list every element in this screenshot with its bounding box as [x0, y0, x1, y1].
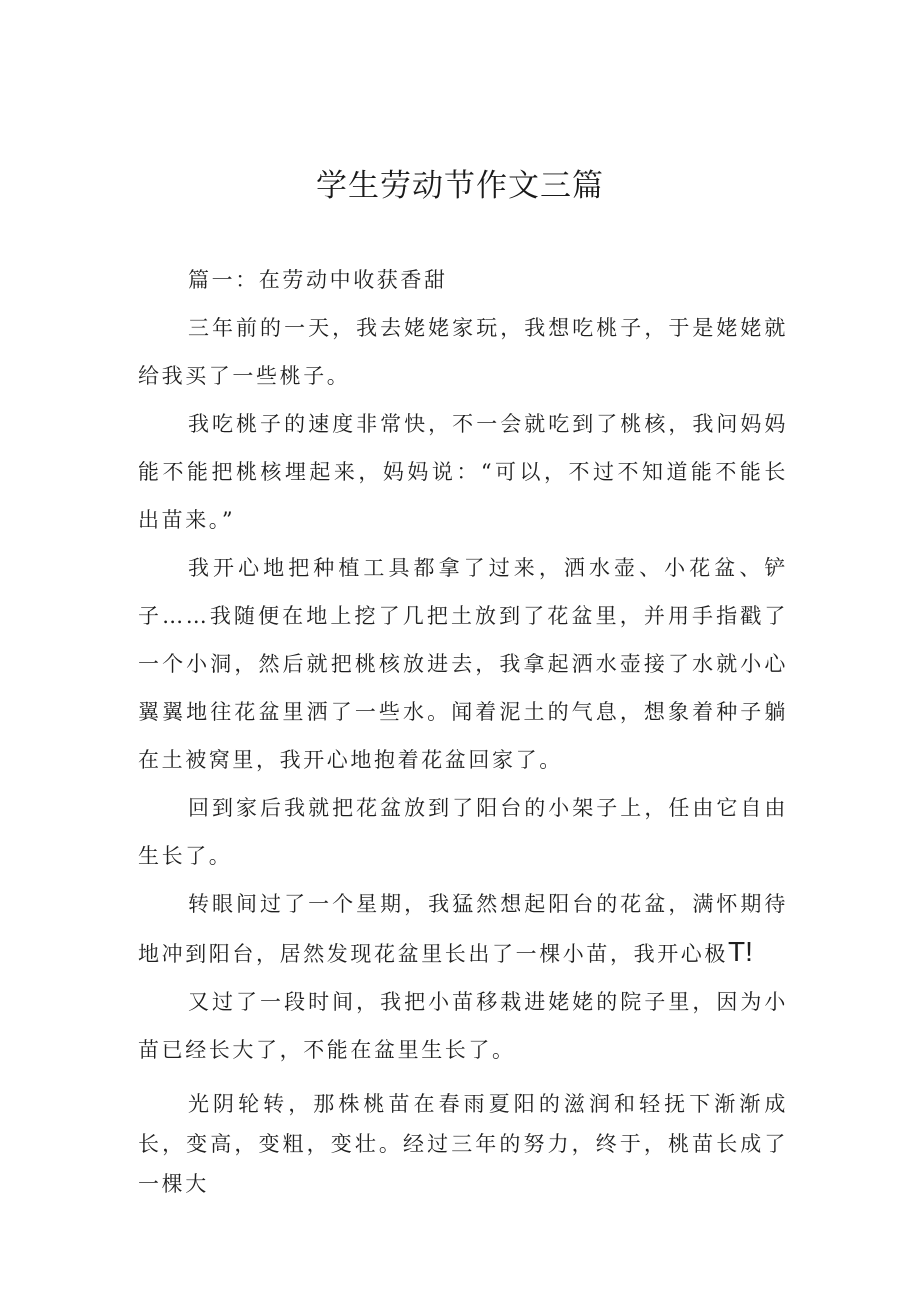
paragraph-4: 回到家后我就把花盆放到了阳台的小架子上，任由它自由生长了。	[138, 796, 788, 868]
paragraph-6: 又过了一段时间，我把小苗移栽进姥姥的院子里，因为小苗已经长大了，不能在盆里生长了。	[138, 990, 788, 1062]
paragraph-5	[138, 880, 788, 978]
paragraph-5-tail: T!	[728, 936, 753, 967]
paragraph-3: 我开心地把种植工具都拿了过来，洒水壶、小花盆、铲子……我随便在地上挖了几把土放到了花盆里，并用手指戳了一个小洞，然后就把桃核放进去，我拿起洒水壶接了水就小心翼翼地往花盆里洒了一些水。闻着泥土的气息，想象着种子躺在土被窝里，我开心地抱着花盆回家了。	[138, 556, 788, 772]
paragraph-5-text: 转眼间过了一个星期，我猛然想起阳台的花盆，满怀期待地冲到阳台，居然发现花盆里长出了一棵小苗，我开心极	[138, 892, 788, 966]
paragraph-7: 光阴轮转，那株桃苗在春雨夏阳的滋润和轻抚下渐渐成长，变高，变粗，变壮。经过三年的努力，终于，桃苗长成了一棵大	[138, 1092, 788, 1196]
document-body	[138, 256, 788, 1204]
paragraph-1: 三年前的一天，我去姥姥家玩，我想吃桃子，于是姥姥就给我买了一些桃子。	[138, 316, 788, 388]
section-heading: 篇一：在劳动中收获香甜	[188, 268, 448, 292]
paragraph-2: 我吃桃子的速度非常快，不一会就吃到了桃核，我问妈妈能不能把桃核埋起来，妈妈说：“可以，不过不知道能不能长出苗来。”	[138, 412, 788, 532]
document-title: 学生劳动节作文三篇	[316, 168, 604, 204]
